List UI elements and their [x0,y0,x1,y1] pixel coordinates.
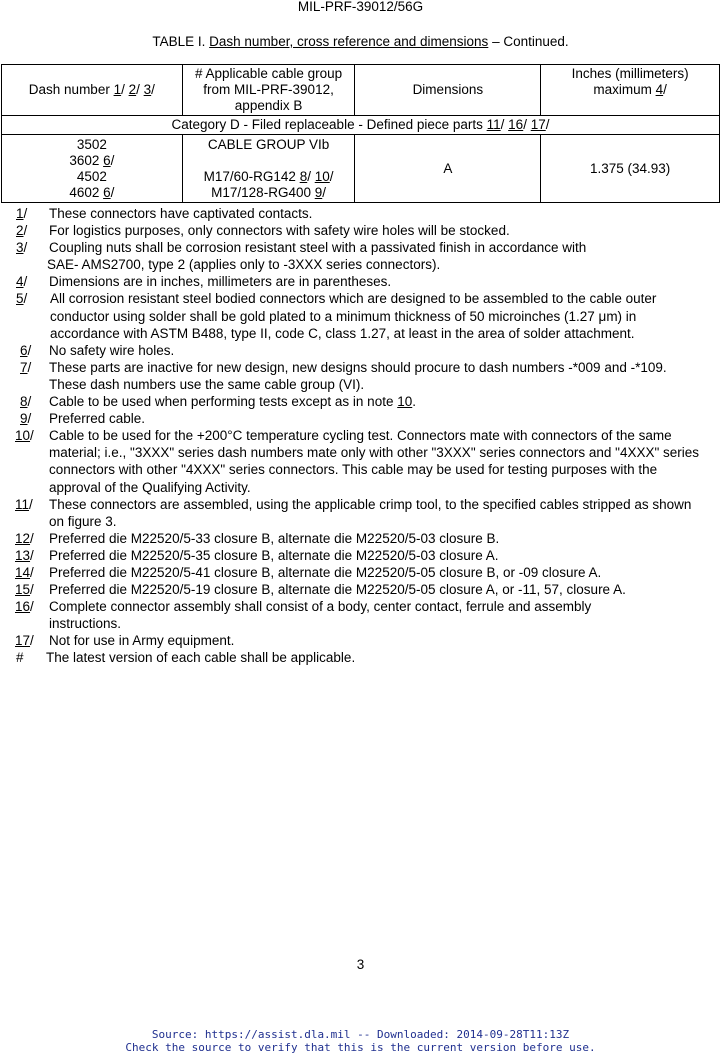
table-row [2,135,720,203]
table-header-row [2,65,720,116]
header-cable-group: # Applicable cable group from MIL-PRF-39012, appendix B [182,65,355,116]
note-2: 2/ For logistics purposes, only connectors with safety wire holes will be stocked. [16,223,510,239]
header-inches: Inches (millimeters) maximum 4/ [541,65,720,116]
note-5: 5/ All corrosion resistant steel bodied connectors which are designed to be assembled to the cable outer conductor using solder shall be gold plated to a minimum thickness of 50 microinches (1.27 μm) in accordance with ASTM B488, type II, code C, class 1.27, at least in the area of solder attachment. [16,291,657,341]
header-dash-number: Dash number 1/ 2/ 3/ [2,65,183,116]
caption-suffix: – Continued. [488,34,569,49]
category-row [2,116,720,135]
cable-group-cell: CABLE GROUP VIb M17/60-RG142 8/ 10/ M17/128-RG400 9/ [182,135,355,203]
page-number: 3 [356,957,365,972]
footer-source-line: Source: https://assist.dla.mil -- Downloaded: 2014-09-28T11:13Z [151,1028,570,1041]
category-label: Category D - Filed replaceable - Defined piece parts 11/ 16/ 17/ [2,116,720,135]
caption-prefix: TABLE I. [152,34,210,49]
note-9: 9/ Preferred cable. [20,411,146,427]
note-15: 15/ Preferred die M22520/5-19 closure B, alternate die M22520/5-05 closure A, or -11, 57, closure A. [15,582,626,598]
dash-numbers-cell: 3502 3602 6/ 4502 4602 6/ [2,135,183,203]
note-3: 3/ Coupling nuts shall be corrosion resistant steel with a passivated finish in accordance with SAE- AMS2700, type 2 (applies only to -3XXX series connectors). [16,240,587,273]
note-11: 11/ These connectors are assembled, using the applicable crimp tool, to the specified cables stripped as shown on figure 3. [15,496,692,529]
dash-number-table [1,64,720,203]
notes-list [0,205,721,667]
note-1: 1/ These connectors have captivated contacts. [16,206,313,221]
note-17: 17/ Not for use in Army equipment. [15,633,235,649]
dimension-cell: A [355,135,541,203]
header-dimensions: Dimensions [355,65,541,116]
value-cell: 1.375 (34.93) [541,135,720,203]
caption-title: Dash number, cross reference and dimensions [209,34,489,49]
note-13: 13/ Preferred die M22520/5-35 closure B, alternate die M22520/5-03 closure A. [15,547,499,563]
note-7: 7/ These parts are inactive for new design, new designs should procure to dash numbers -*009 and -*109. These dash numbers use the same cable group (VI). [20,359,667,392]
note-6: 6/ No safety wire holes. [20,342,175,358]
note-hash: # The latest version of each cable shall be applicable. [16,650,356,666]
note-14: 14/ Preferred die M22520/5-41 closure B, alternate die M22520/5-05 closure B, or -09 closure A. [15,564,602,580]
document-id: MIL-PRF-39012/56G [297,0,424,14]
download-footer [0,1028,721,1054]
footer-check-line: Check the source to verify that this is the current version before use. [125,1041,596,1054]
note-12: 12/ Preferred die M22520/5-33 closure B, alternate die M22520/5-03 closure B. [15,530,500,546]
note-16: 16/ Complete connector assembly shall consist of a body, center contact, ferrule and assembly instructions. [15,599,592,632]
note-4: 4/ Dimensions are in inches, millimeters are in parentheses. [16,274,392,290]
note-8: 8/ Cable to be used when performing tests except as in note 10. [20,394,417,410]
note-10: 10/ Cable to be used for the +200°C temperature cycling test. Connectors mate with connectors of the same material; i.e., "3XXX" series dash numbers mate only with other "3XXX" series connectors and "4XXX" series connectors with other "4XXX" series connectors. This cable may be used for testing purposes with the approval of the Qualifying Activity. [15,428,700,495]
table-caption [0,34,721,49]
